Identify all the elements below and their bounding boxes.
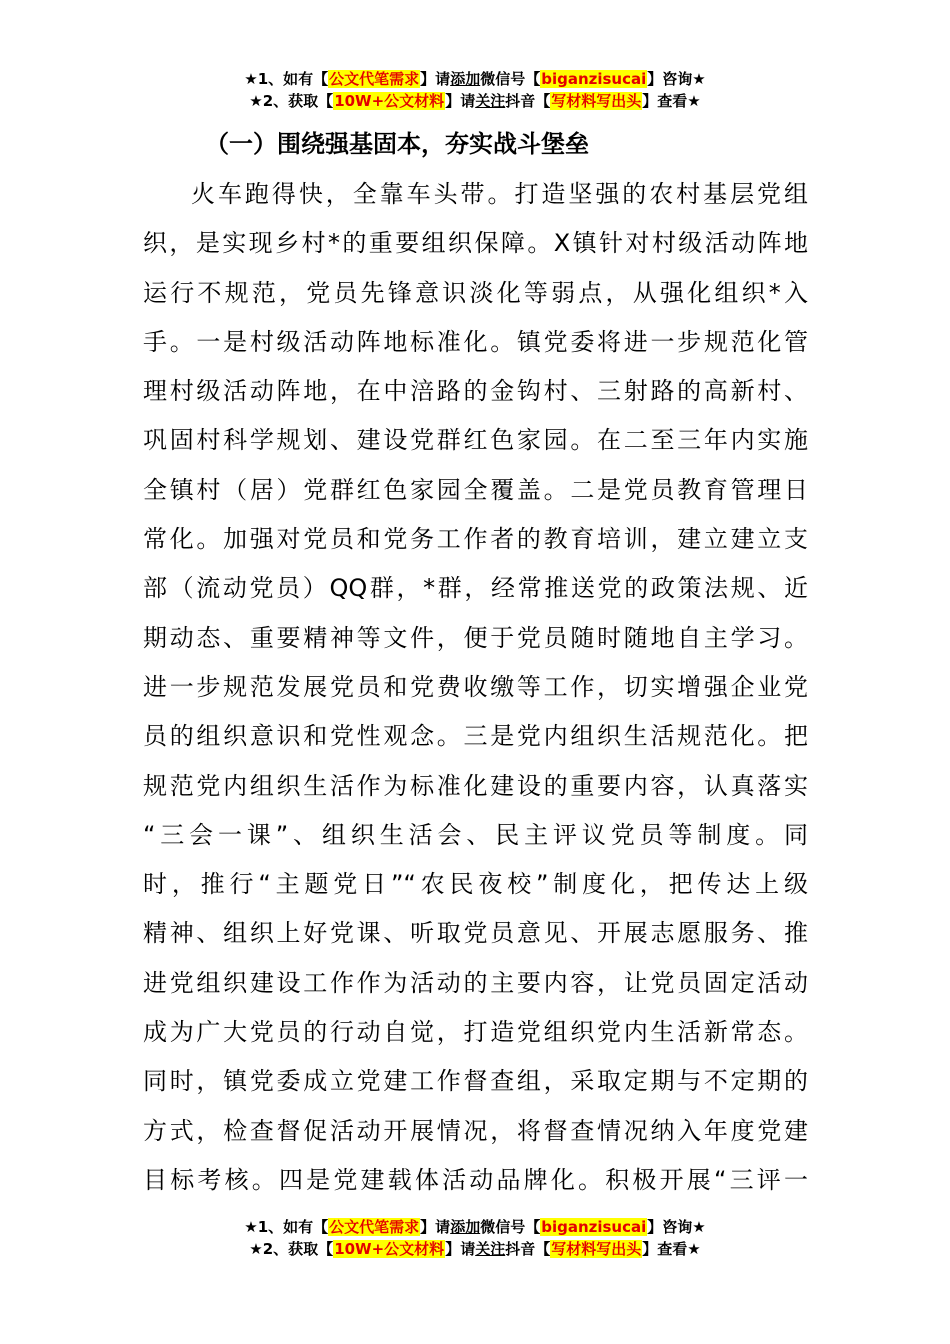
promo-line-2 bbox=[0, 1238, 950, 1260]
promo-underlined: 关注 bbox=[475, 92, 506, 110]
promo-underlined: 添加 bbox=[450, 70, 481, 88]
text-line: 常化。加强对党员和党务工作者的教育培训，建立建立支 bbox=[143, 525, 808, 554]
text-line: 火车跑得快，全靠车头带。打造坚强的农村基层党组 bbox=[191, 180, 808, 208]
promo-text: 】请 bbox=[420, 70, 451, 88]
text-line: 巩固村科学规划、建设党群红色家园。在二至三年内实施 bbox=[143, 426, 808, 455]
promo-highlight: 10W+公文材料 bbox=[334, 92, 445, 110]
promo-text: 微信号【 bbox=[480, 1218, 541, 1236]
promo-underlined: 关注 bbox=[475, 1240, 506, 1258]
promo-line-1 bbox=[0, 68, 950, 90]
promo-text: 】请 bbox=[445, 92, 476, 110]
promo-text: 】查看★ bbox=[642, 92, 701, 110]
promo-highlight: 公文代笔需求 bbox=[329, 1218, 420, 1236]
promo-text: 微信号【 bbox=[480, 70, 541, 88]
text-line: 进一步规范发展党员和党费收缴等工作，切实增强企业党 bbox=[143, 672, 808, 701]
body-paragraph bbox=[143, 170, 808, 1205]
text-line: 期动态、重要精神等文件，便于党员随时随地自主学习。 bbox=[143, 623, 808, 652]
text-line: 织，是实现乡村*的重要组织保障。X镇针对村级活动阵地 bbox=[143, 229, 808, 258]
promo-highlight: 写材料写出头 bbox=[551, 1240, 642, 1258]
promo-text: ★2、获取【 bbox=[249, 1240, 334, 1258]
promo-highlight: 写材料写出头 bbox=[551, 92, 642, 110]
text-line: 同时，镇党委成立党建工作督查组，采取定期与不定期的 bbox=[143, 1067, 808, 1096]
promo-text: 】请 bbox=[420, 1218, 451, 1236]
text-line: 方式，检查督促活动开展情况，将督查情况纳入年度党建 bbox=[143, 1116, 808, 1145]
text-line: 成为广大党员的行动自觉，打造党组织党内生活新常态。 bbox=[143, 1018, 808, 1047]
section-heading: （一）围绕强基固本，夯实战斗堡垒 bbox=[205, 130, 589, 158]
text-line: 理村级活动阵地，在中涪路的金钩村、三射路的高新村、 bbox=[143, 377, 808, 406]
promo-text: 】请 bbox=[445, 1240, 476, 1258]
text-line: “三会一课”、组织生活会、民主评议党员等制度。同 bbox=[143, 820, 808, 849]
text-line: 运行不规范，党员先锋意识淡化等弱点，从强化组织*入 bbox=[143, 278, 808, 307]
promo-text: 抖音【 bbox=[505, 1240, 551, 1258]
text-line: 员的组织意识和党性观念。三是党内组织生活规范化。把 bbox=[143, 722, 808, 751]
promo-banner-bottom bbox=[0, 1216, 950, 1260]
promo-underlined: 添加 bbox=[450, 1218, 481, 1236]
promo-text: ★2、获取【 bbox=[249, 92, 334, 110]
text-line: 进党组织建设工作作为活动的主要内容，让党员固定活动 bbox=[143, 968, 808, 997]
promo-text: ★1、如有【 bbox=[244, 70, 329, 88]
promo-text: 】咨询★ bbox=[647, 1218, 706, 1236]
promo-text: 】咨询★ bbox=[647, 70, 706, 88]
text-line: 全镇村（居）党群红色家园全覆盖。二是党员教育管理日 bbox=[143, 475, 808, 504]
text-line: 部（流动党员）QQ群，*群，经常推送党的政策法规、近 bbox=[143, 574, 808, 603]
promo-line-1 bbox=[0, 1216, 950, 1238]
text-line: 规范党内组织生活作为标准化建设的重要内容，认真落实 bbox=[143, 771, 808, 800]
promo-highlight: biganzisucai bbox=[541, 1218, 647, 1236]
promo-text: ★1、如有【 bbox=[244, 1218, 329, 1236]
promo-highlight: 10W+公文材料 bbox=[334, 1240, 445, 1258]
text-line: 精神、组织上好党课、听取党员意见、开展志愿服务、推 bbox=[143, 919, 808, 948]
text-line: 目标考核。四是党建载体活动品牌化。积极开展“三评一 bbox=[143, 1165, 808, 1194]
promo-highlight: 公文代笔需求 bbox=[329, 70, 420, 88]
promo-text: 抖音【 bbox=[505, 92, 551, 110]
promo-banner-top bbox=[0, 68, 950, 112]
promo-highlight: biganzisucai bbox=[541, 70, 647, 88]
text-line: 时，推行“主题党日”“农民夜校”制度化，把传达上级 bbox=[143, 870, 808, 899]
promo-line-2 bbox=[0, 90, 950, 112]
text-line: 手。一是村级活动阵地标准化。镇党委将进一步规范化管 bbox=[143, 327, 808, 356]
promo-text: 】查看★ bbox=[642, 1240, 701, 1258]
